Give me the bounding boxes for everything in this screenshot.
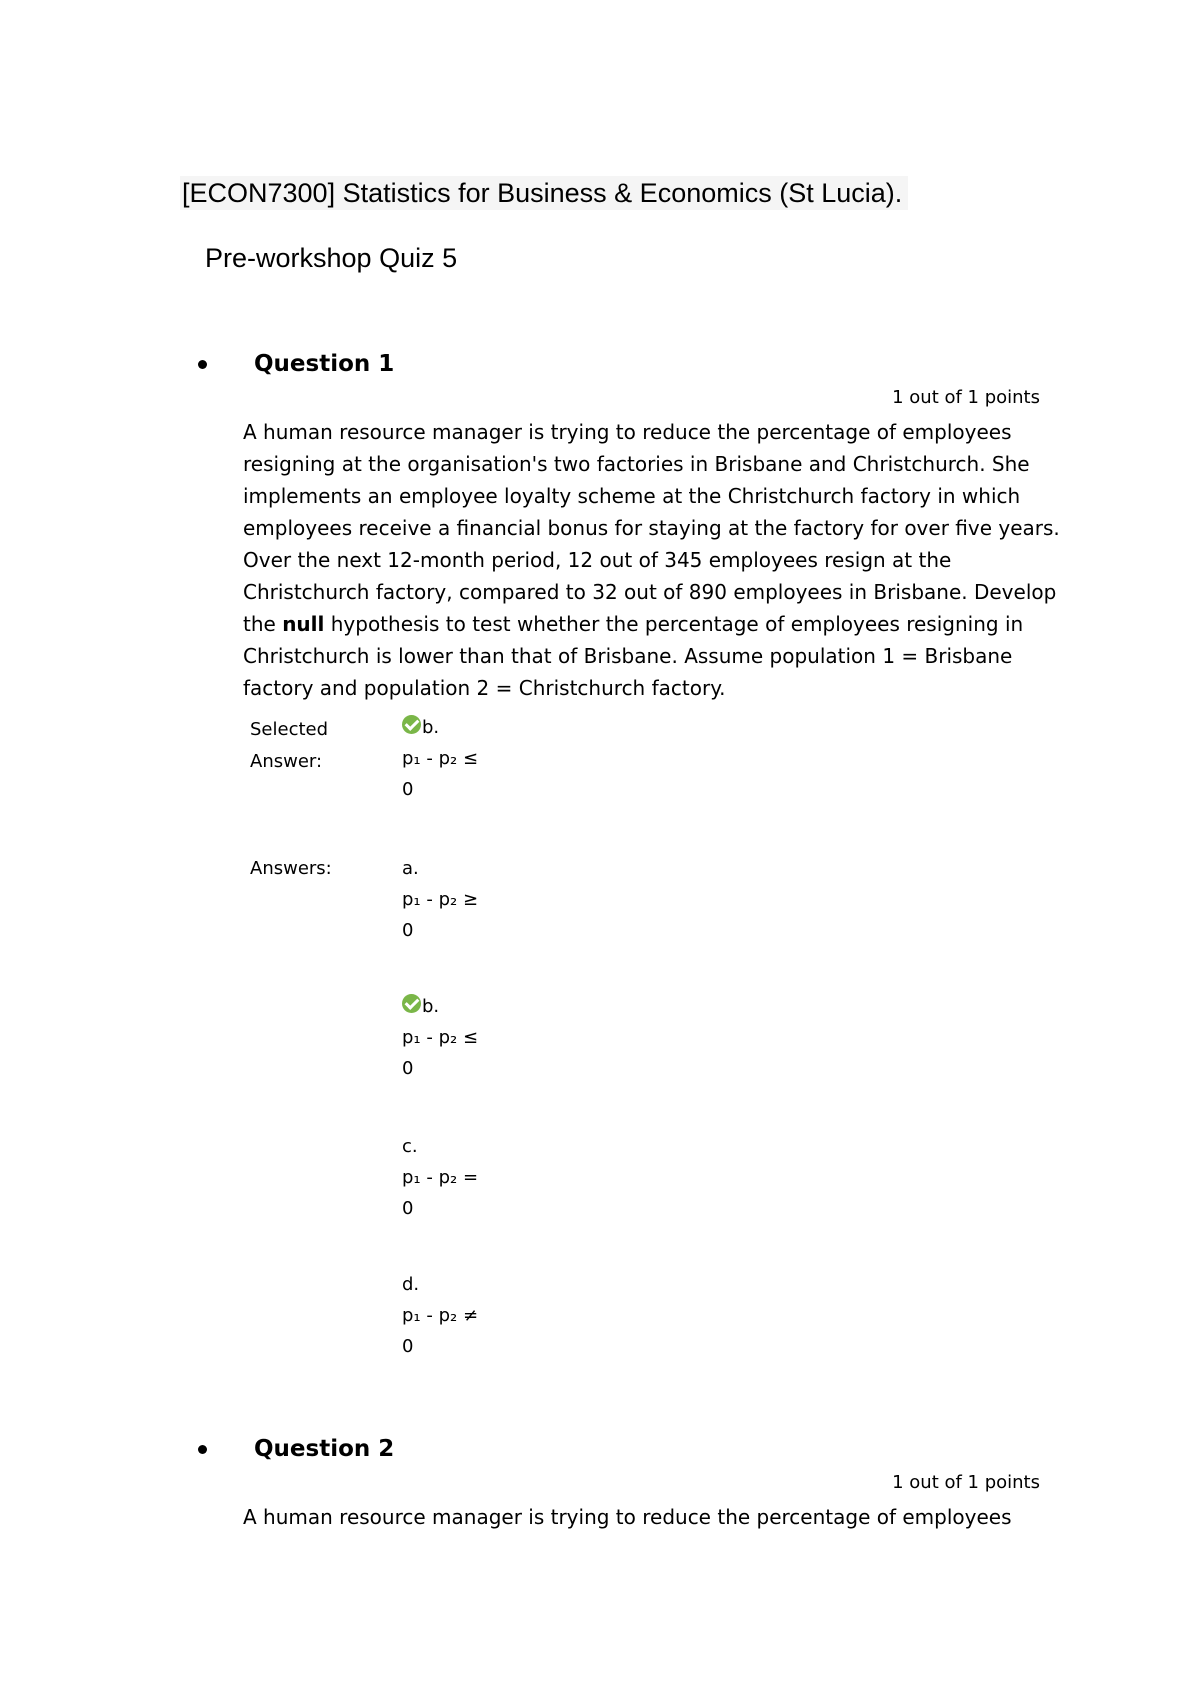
course-title: [ECON7300] Statistics for Business & Economics (St Lucia).: [180, 176, 908, 210]
selected-label-line1: Selected: [250, 719, 329, 740]
question-1-text-bold: null: [282, 612, 325, 636]
answer-value: 0: [402, 1058, 414, 1079]
selected-answer-label: [250, 714, 328, 778]
answer-option-b: [402, 991, 478, 1084]
answers-label: Answers:: [250, 858, 332, 879]
question-2-points: 1 out of 1 points: [892, 1472, 1040, 1493]
answer-expr: p₁ - p₂ ≥: [402, 889, 479, 910]
answer-letter: c.: [402, 1136, 418, 1157]
question-1-bullet: [198, 360, 207, 369]
selected-label-line2: Answer:: [250, 751, 323, 772]
question-1-text: [243, 416, 1073, 704]
question-1-heading: Question 1: [254, 351, 395, 377]
question-2-bullet: [198, 1445, 207, 1454]
answer-value: 0: [402, 1336, 414, 1357]
answer-option-a: [402, 853, 478, 946]
selected-answer-value: 0: [402, 779, 414, 800]
answer-expr: p₁ - p₂ ≤: [402, 1027, 479, 1048]
answer-option-c: [402, 1131, 478, 1224]
answer-letter: b.: [422, 996, 440, 1017]
answer-letter: d.: [402, 1274, 420, 1295]
quiz-title: Pre-workshop Quiz 5: [205, 243, 458, 273]
selected-answer-expr: p₁ - p₂ ≤: [402, 748, 479, 769]
answer-expr: p₁ - p₂ =: [402, 1167, 479, 1188]
answer-option-d: [402, 1269, 478, 1362]
question-2-text: A human resource manager is trying to reduce the percentage of employees: [243, 1505, 1012, 1529]
answer-value: 0: [402, 1198, 414, 1219]
question-1-text-part2: hypothesis to test whether the percentage of employees resigning in Christchurch is lower than that of Brisbane. Assume population 1 = Brisbane factory and population 2 = Christchurch factory.: [243, 612, 1024, 700]
selected-answer-letter: b.: [422, 717, 440, 738]
answer-value: 0: [402, 920, 414, 941]
answer-letter: a.: [402, 858, 419, 879]
answer-expr: p₁ - p₂ ≠: [402, 1305, 479, 1326]
question-1-text-part1: A human resource manager is trying to reduce the percentage of employees resigning at the organisation's two factories in Brisbane and Christchurch. She implements an employee loyalty scheme at the Christchurch factory in which employees receive a financial bonus for staying at the factory for over five years. Over the next 12-month period, 12 out of 345 employees resign at the Christchurch factory, compared to 32 out of 890 employees in Brisbane. Develop the: [243, 420, 1060, 636]
selected-answer: [402, 712, 478, 805]
correct-check-icon: [402, 994, 421, 1013]
question-2-heading: Question 2: [254, 1436, 395, 1462]
question-1-points: 1 out of 1 points: [892, 387, 1040, 408]
correct-check-icon: [402, 715, 421, 734]
